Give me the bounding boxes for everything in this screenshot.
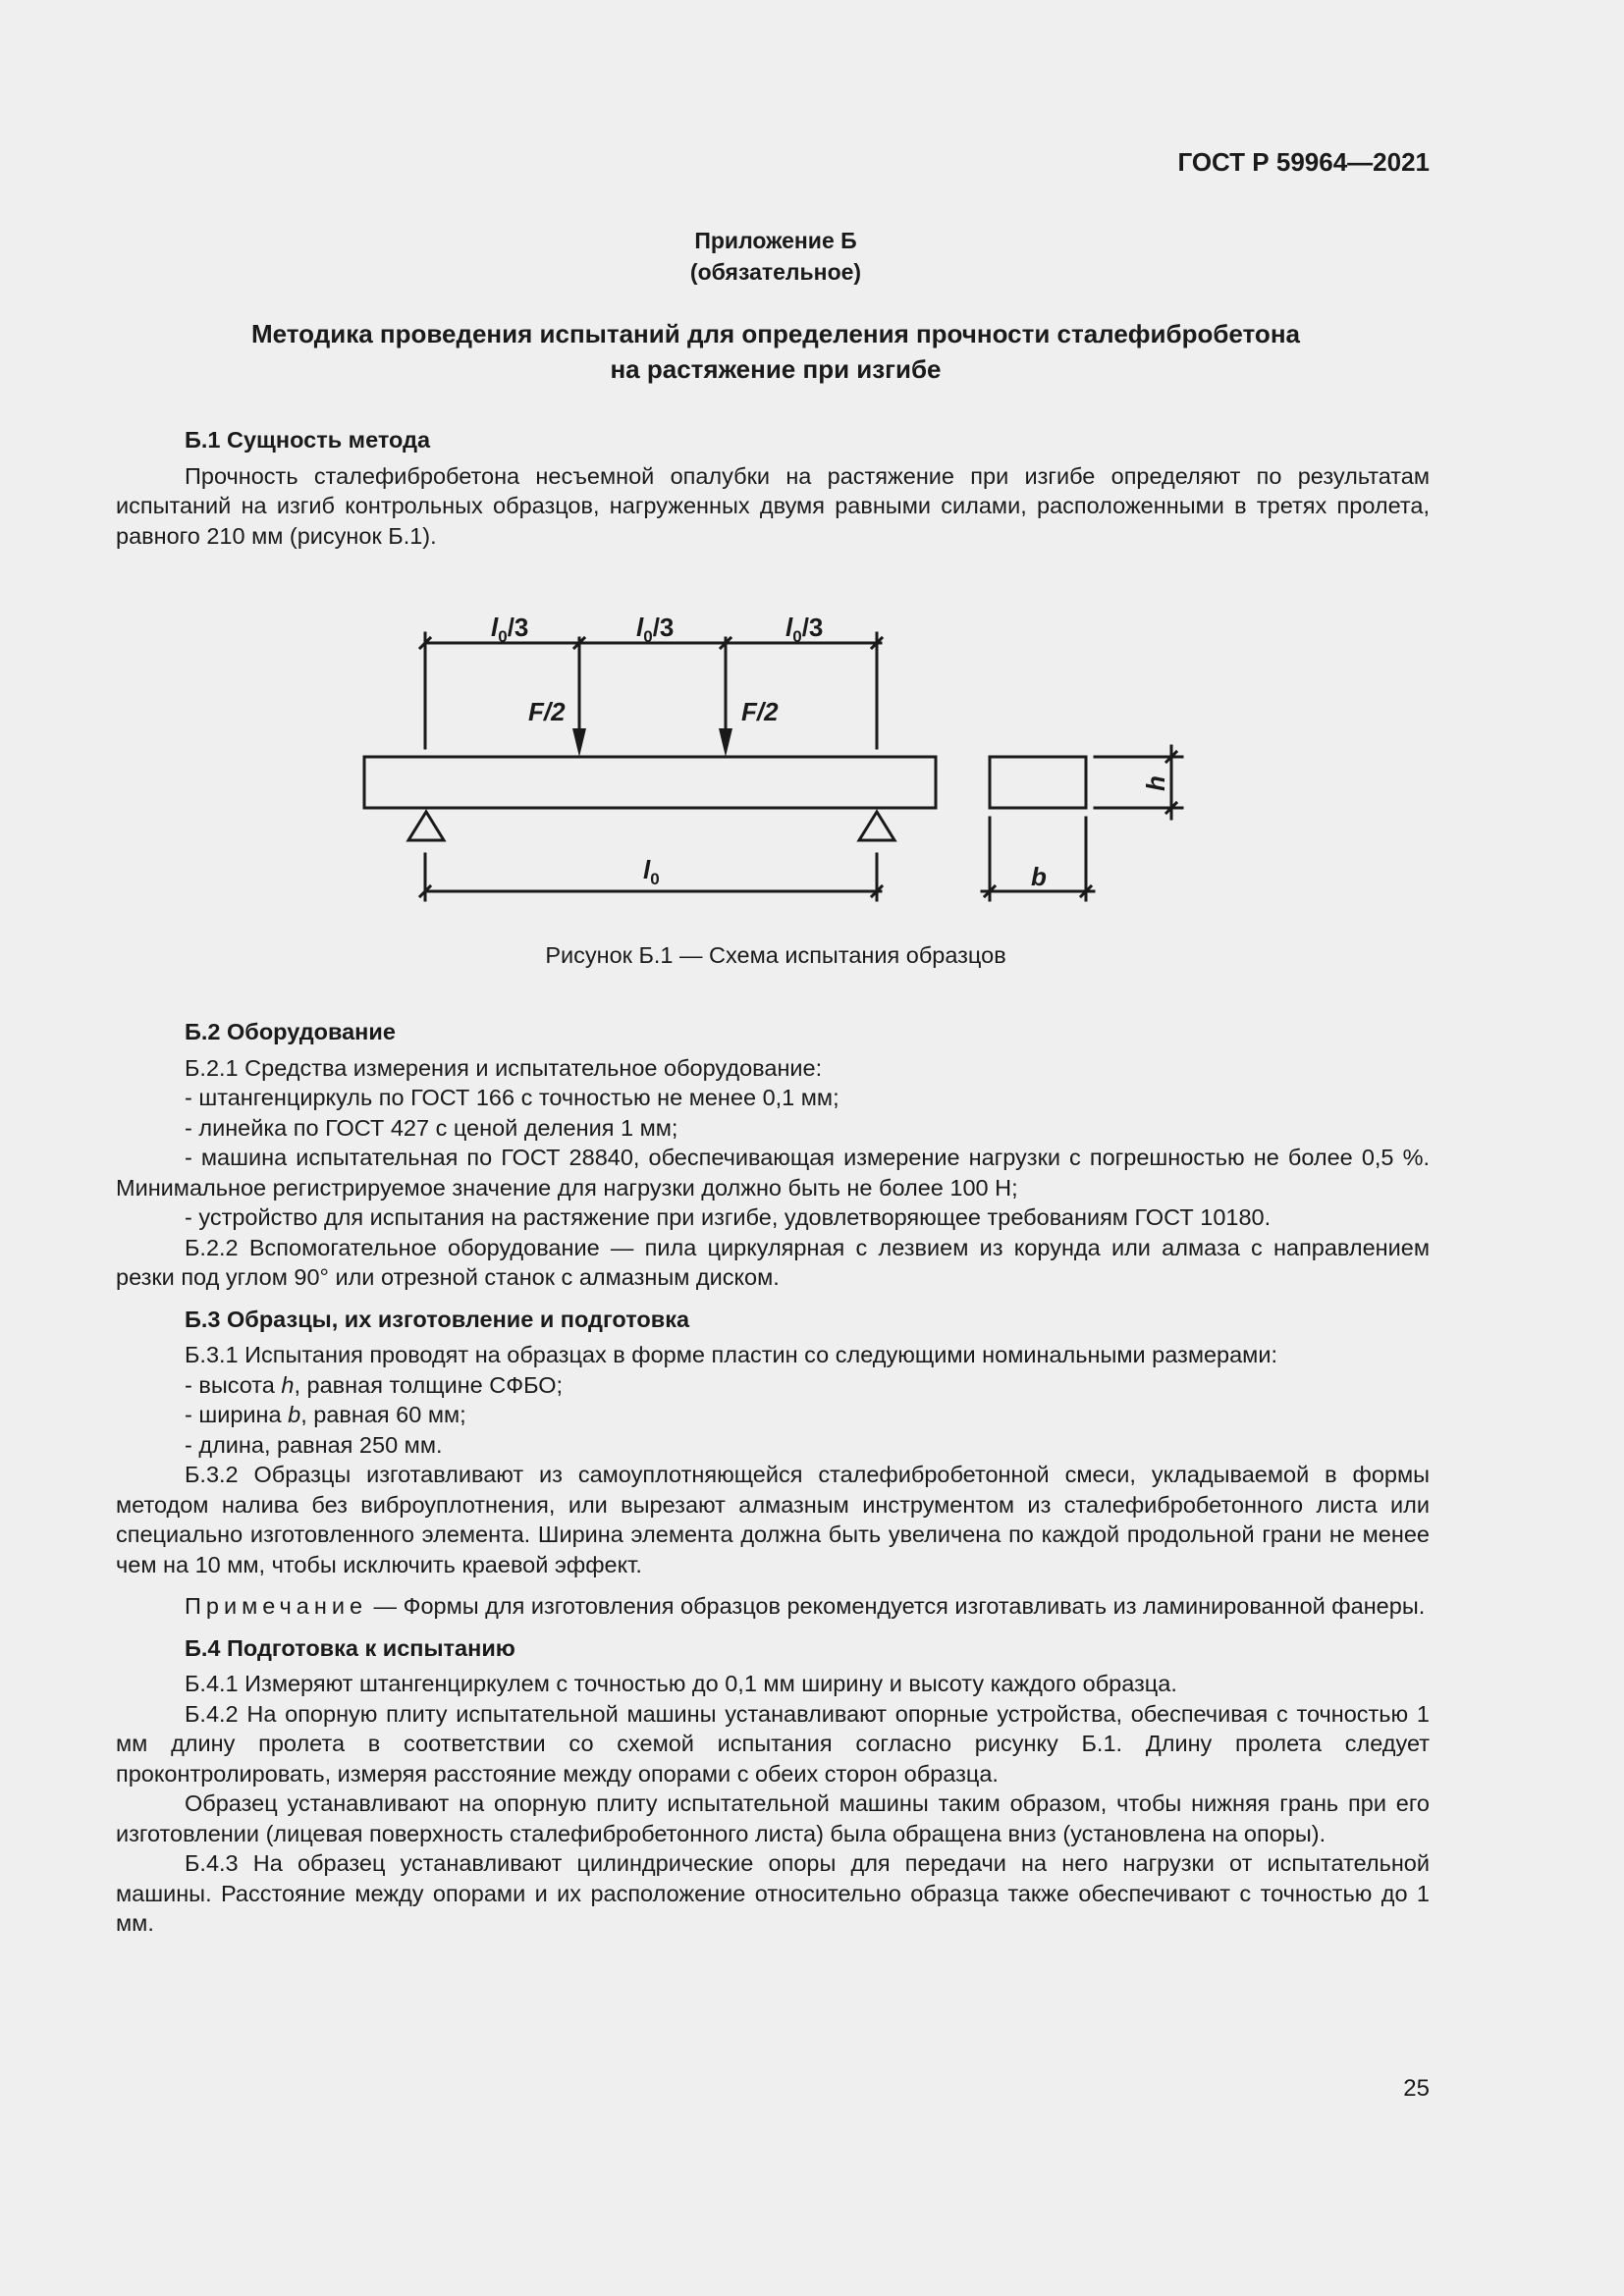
label-l0: $l_0$ (643, 855, 660, 888)
section-b3-paragraph: Б.3.2 Образцы изготавливают из самоуплотняющейся сталефибробетонной смеси, укладываемой в формы методом налива без виброуплотнения, или вырезают алмазным инструментом из сталефибробетонного листа или специально изготовленного элемента. Ширина элемента должна быть увеличена по каждой продольной грани не менее чем на 10 мм, чтобы исключить краевой эффект. (116, 1462, 1430, 1577)
label-h: h (1141, 775, 1170, 791)
label-force-left: F/2 (528, 697, 566, 726)
section-b2-item: - линейка по ГОСТ 427 с ценой деления 1 мм; (185, 1114, 678, 1141)
section-b4-item: Образец устанавливают на опорную плиту испытательной машины таким образом, чтобы нижняя грань при его изготовлении (лицевая поверхность сталефибробетонного листа) была обращена вниз (установлена на опоры). (116, 1790, 1430, 1846)
section-b4-item: Б.4.3 На образец устанавливают цилиндрические опоры для передачи на него нагрузки от испытательной машины. Расстояние между опорами и их расположение относительно образца также обеспечивают с точностью до 1 мм. (116, 1850, 1430, 1936)
label-b: b (1031, 862, 1047, 891)
section-b1-heading: Б.1 Сущность метода (185, 427, 431, 453)
section-b4-heading: Б.4 Подготовка к испытанию (185, 1634, 515, 1661)
section-b2-heading: Б.2 Оборудование (185, 1019, 396, 1044)
section-b4-item: Б.4.1 Измеряют штангенциркулем с точностью до 0,1 мм ширину и высоту каждого образца. (185, 1671, 1177, 1696)
annex-status: (обязательное) (689, 259, 862, 285)
document-body (116, 425, 1430, 1939)
annex-heading (0, 225, 1551, 288)
label-l0-3-first: $l_0/3$ (491, 613, 529, 646)
figure-caption: Рисунок Б.1 — Схема испытания образцов (545, 942, 1006, 968)
document-title-line2: на растяжение при изгибе (610, 354, 942, 384)
section-b2-item: - штангенциркуль по ГОСТ 166 с точностью не менее 0,1 мм; (185, 1085, 839, 1110)
label-l0-3-third: $l_0/3$ (785, 613, 824, 646)
section-b3-height: - высота h, равная толщине СФБО; (185, 1371, 564, 1398)
section-b2-item: Б.2.2 Вспомогательное оборудование — пила циркулярная с лезвием из корунда или алмаза с направлением резки под углом 90° или отрезной станок с алмазным диском. (116, 1234, 1430, 1290)
section-b3-length: - длина, равная 250 мм. (185, 1431, 443, 1458)
page-number: 25 (1403, 2075, 1430, 2102)
section-b2-item: - машина испытательная по ГОСТ 28840, обеспечивающая измерение нагрузки с погрешностью не более 0,5 %. Минимальное регистрируемое значение для нагрузки должно быть не более 100 Н; (116, 1145, 1430, 1201)
label-l0-3-second: $l_0/3$ (636, 613, 675, 646)
standard-number: ГОСТ Р 59964—2021 (1177, 147, 1430, 177)
section-b3-note (116, 1591, 1430, 1622)
document-title-line1: Методика проведения испытаний для определения прочности сталефибробетона (251, 319, 1300, 348)
annex-title: Приложение Б (694, 228, 857, 253)
section-b3-intro: Б.3.1 Испытания проводят на образцах в форме пластин со следующими номинальными размерами: (185, 1342, 1277, 1367)
section-b2-item: Б.2.1 Средства измерения и испытательное оборудование: (185, 1054, 823, 1081)
section-b1-paragraph: Прочность сталефибробетона несъемной опалубки на растяжение при изгибе определяют по результатам испытаний на изгиб контрольных образцов, нагруженных двумя равными силами, расположенными в третях пролета, равного 210 мм (рисунок Б.1). (116, 462, 1430, 549)
section-b3-width: - ширина b, равная 60 мм; (185, 1402, 466, 1427)
section-b3-heading: Б.3 Образцы, их изготовление и подготовка (185, 1306, 690, 1332)
section-b4-item: Б.4.2 На опорную плиту испытательной машины устанавливают опорные устройства, обеспечивая с точностью 1 мм длину пролета в соответствии со схемой испытания согласно рисунку Б.1. Длину пролета следует проконтролировать, измеряя расстояние между опорами с обеих сторон образца. (116, 1700, 1430, 1787)
note-label: Примечание (185, 1593, 368, 1619)
label-force-right: F/2 (741, 697, 779, 726)
note-text: — Формы для изготовления образцов рекомендуется изготавливать из ламинированной фанеры. (367, 1593, 1426, 1619)
section-b2-item: - устройство для испытания на растяжение при изгибе, удовлетворяющее требованиям ГОСТ 10180. (185, 1204, 1272, 1230)
document-title (0, 316, 1551, 387)
